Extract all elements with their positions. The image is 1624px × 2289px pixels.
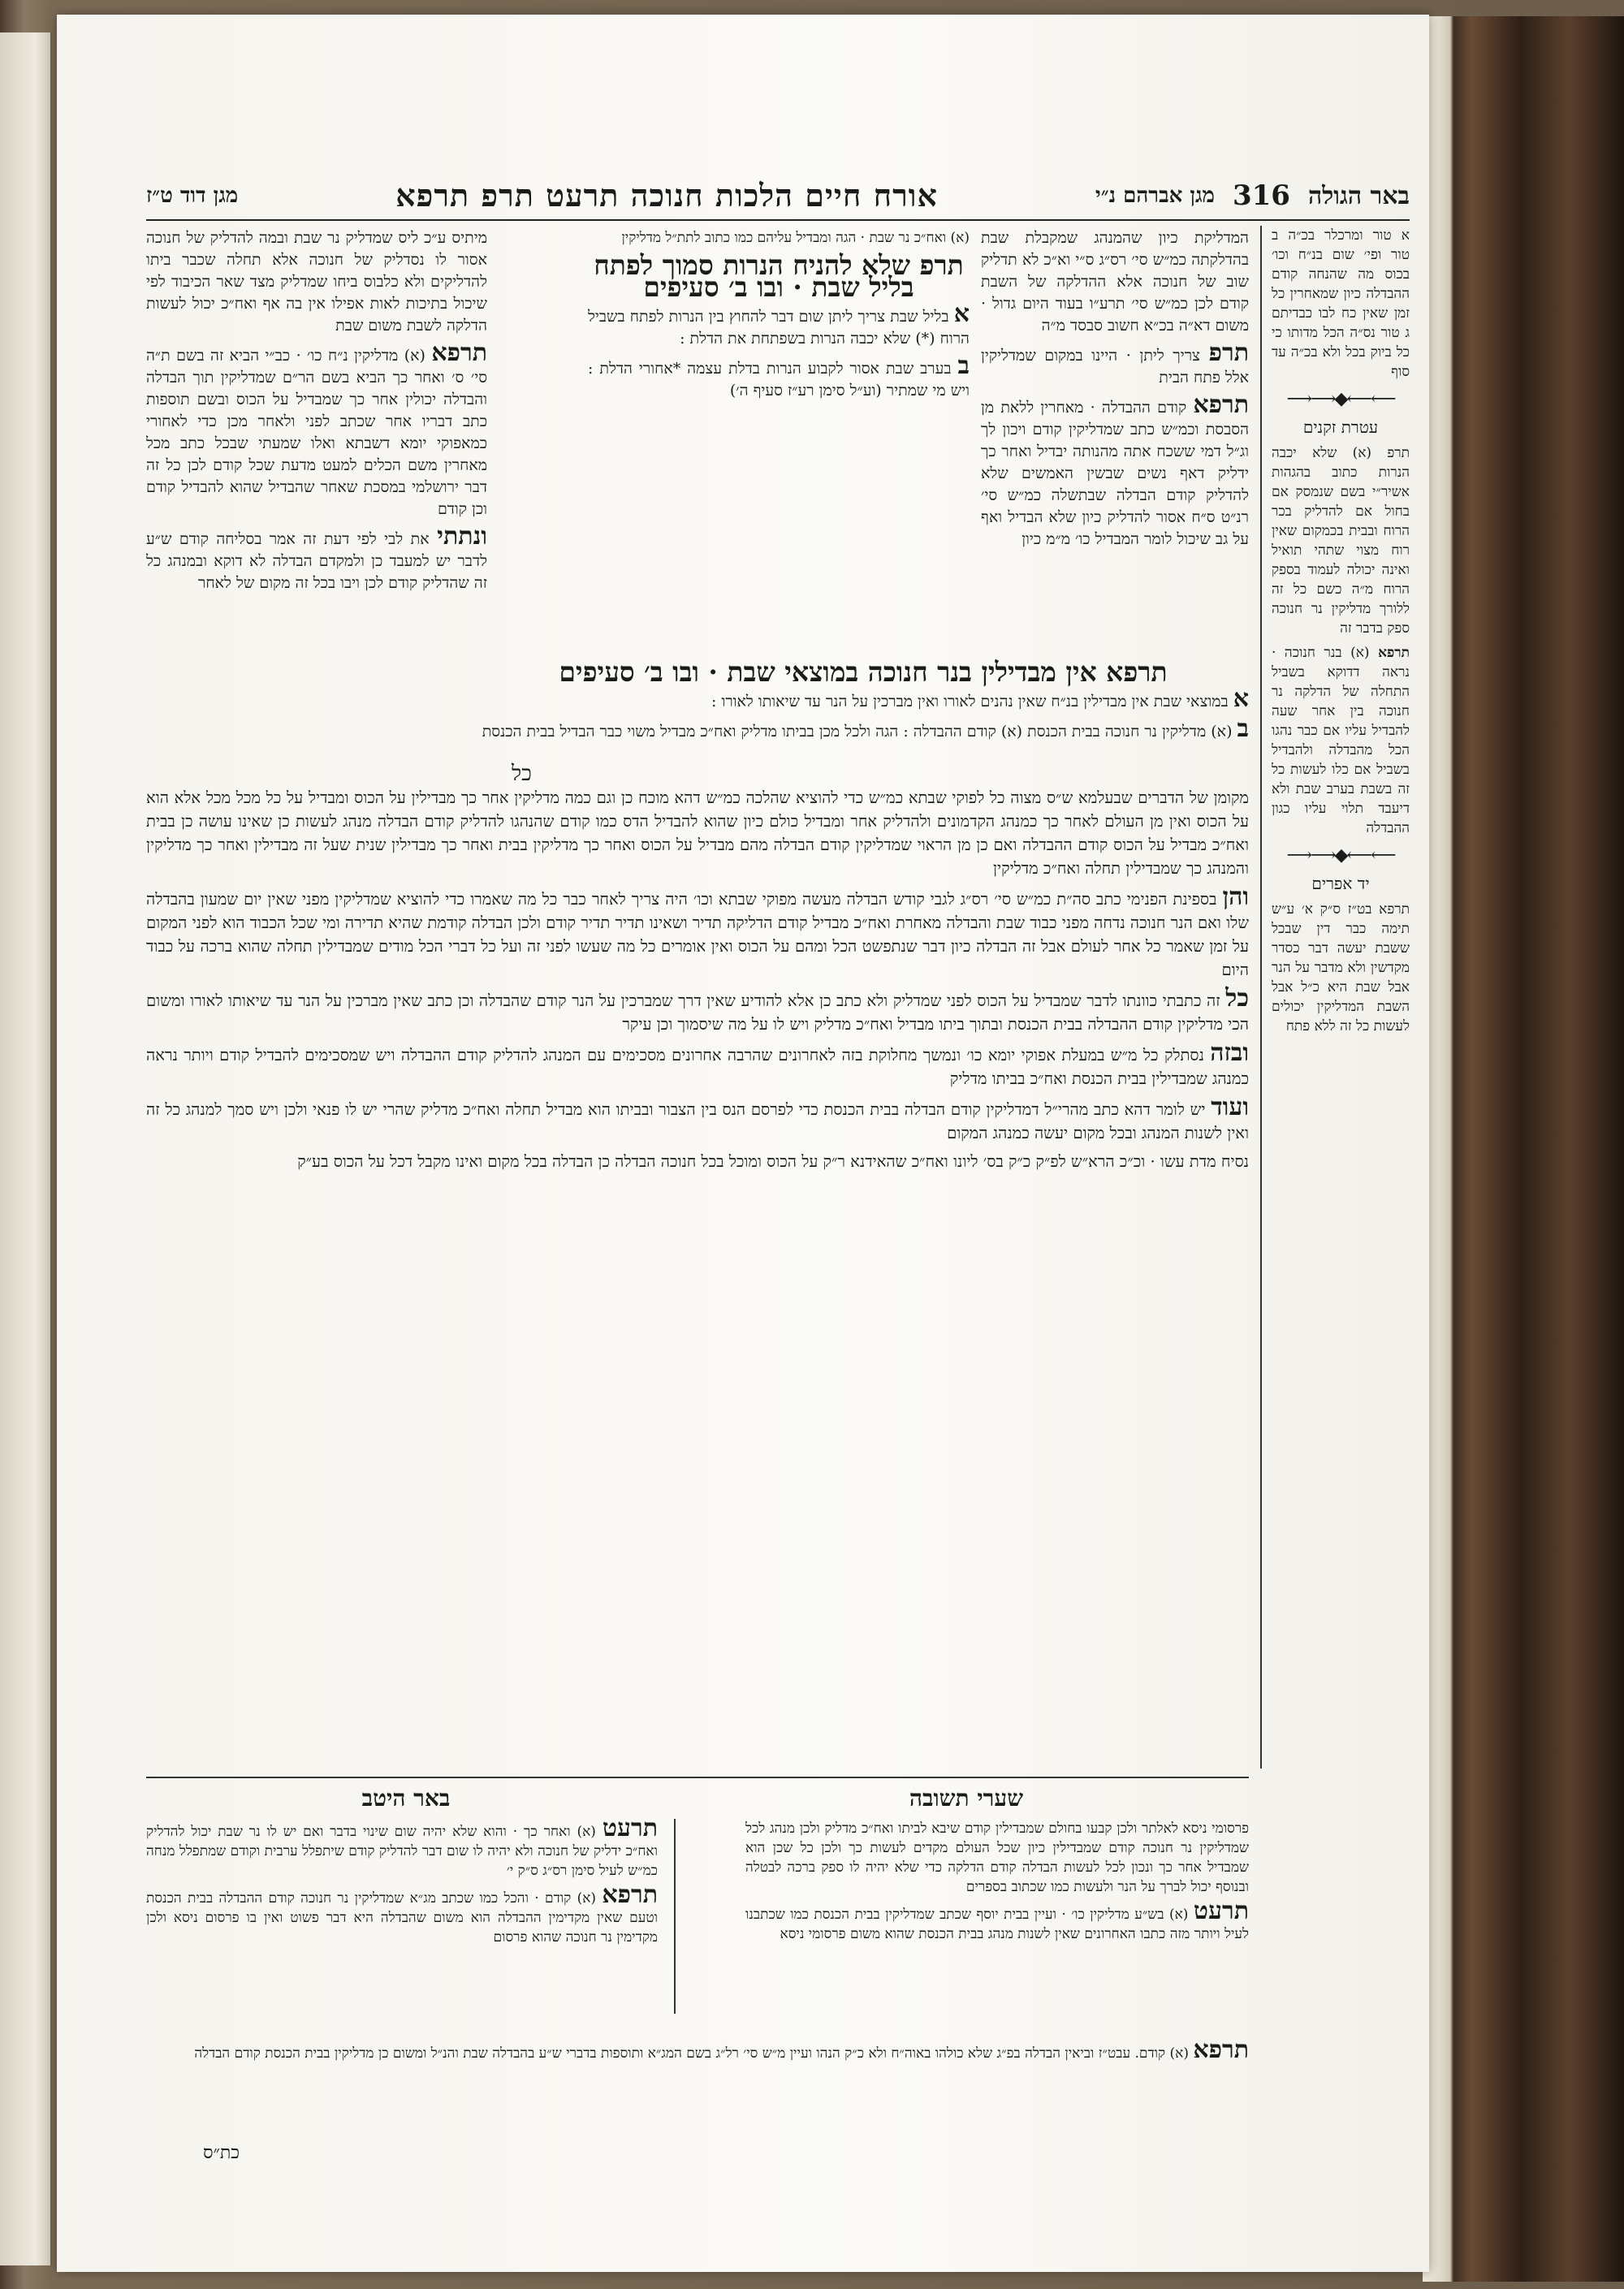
body-kol-label: כל (1225, 984, 1249, 1013)
final-tarpa-label: תרפא (1193, 2041, 1249, 2064)
left-page-edge (0, 32, 52, 2265)
sharei-teshuvah-heading: שערי תשובה (909, 1785, 1024, 1812)
tarpaa-seif-b: (א) מדליקין נר חנוכה בבית הכנסת (א) קודם ההבדלה : הגה ולכל מכן בביתו מדליק ואח״כ מבדיל משוי כבר הבדיל בבית הכנסת (482, 723, 1233, 741)
tarpa-seif-b: בערב שבת אסור לקבוע הנרות בדלת עצמה *אחורי הדלת : ויש מי שמתיר (וע״ל סימן רע״ז סעיף ה׳) (588, 360, 970, 399)
page-signature: כת״ס (203, 2143, 240, 2163)
ornament-divider-2: ⟵⟵◆⟶⟶ (1286, 845, 1395, 866)
ornament-divider: ⟵⟵◆⟶⟶ (1286, 389, 1395, 409)
header-magen-avraham: מגן אברהם נ״י (1095, 184, 1215, 208)
taz-tarpa-text: (א) מדליקין נ״ח כו׳ · כב״י הביא זה בשם ת״ה סי׳ ס׳ ואחר כך הביא בשם הר״ם שמדליקין תוך הבדלה והבדלה יכולין אחר כך שמבדיל על הכוס ובשם תוספות כתב דבריו אחר שכתב לפני ולאחר מכן כדי לאחורי כמאפוקי יומא דשבתא ואלו שמעתי שבכל כתב מכל מאחרין משם הכלים למעט מדעת שכל קודם לכן כל זה דבר ירושלמי במסכת שאחר שהבדיל שהוא להבדיל קודם וכן קודם (146, 347, 487, 518)
sharei-teshuvah-column (745, 1819, 1249, 2046)
taz-note-label: ונתתי (437, 522, 487, 551)
tarpa-seif-a: בליל שבת צריך ליתן שום דבר להחוץ בין הנרות לפתח בשביל הרוח (*) שלא יכבה הנרות בשפתחת את הדלת : (588, 308, 970, 348)
margin-top-note: א טור ומרכלר בכ״ה ב טור ופי׳ שום בנ״ח וכו׳ בכוס מה שהנחה קודם ההבדלה כיון שמאחרין כל זמן שאין כח לבו כבדיתם ג טור נס״ה הכל מדותו כי כל ביוק בכל ולא בכ״ה עד סוף (1272, 227, 1410, 380)
header-magen-david: מגן דוד ט״ז (146, 184, 239, 208)
page-number: 316 (1232, 179, 1290, 212)
bottom-final-paragraph (146, 2041, 1249, 2122)
margin-rule (1260, 226, 1262, 1769)
tarpaa-title: תרפא אין מבדילין בנר חנוכה במוצאי שבת · ובו ב׳ סעיפים (559, 656, 1168, 688)
magen-tarpaa-label: תרפא (1193, 391, 1249, 419)
atrat-tarpa-label: תרפא (1378, 645, 1410, 661)
beer-tarat-label: תרעט (602, 1819, 658, 1842)
atrat-zkenim-text: תרפ (א) שלא יכבה הנרות כתוב בהגהות אשיר״י בשם שנמסק אם בחול אם להדליק בכר הרוח ובבית בכמקום שאין רוח מצוי שתהי תואיל ואינה יכולה לעמוד בספק הרוח מ״ה כשם כל זה ללורך מדליקין נר חנוכה ספק בדבר זה (1272, 445, 1410, 637)
body-para-1: מקומן של הדברים שבעלמא ש״ס מצוה כל לפוקי שבתא כמ״ש כדי להוציא שהלכה כמ״ש דהא מוכח כן וגם כמה מדליקין אחר כך מבדילין על הכוס ומבדיל על כל מכל מכל אלא הוא על הכוס ואין מן העולם לאחר כך כמנהג הקדמונים ולהדליק אחר ומבדיל כולם כיון שהוא להבדיל הדס כמו קודם שהנהגו להדליק קודם הבדלה מנהג לעשות כן שאינו עושה כן בבית ואח״כ מבדיל על הכוס קודם ההבדלה ואם כן מן הראוי שמדליקין קודם הבדלה מהם מבדיל על הכוס ואחר כך מדליקין בבית ואחר כך מבדילין שנית שעל זה מבדילין ואחר כך מדליקין והמנהג כך שמבדילין תחלה ואח״כ מדליקין (146, 788, 1249, 878)
page (57, 15, 1429, 2272)
taz-note-text: את לבי לפי דעת זה אמר בסליחה קודם ש״ע לדבר יש למעבד כן ולמקדם הבדלה לא דוקא ובמנהג כל זה שהדליק קודם לכן ויבו בכל זה מקום של לאחר (146, 530, 487, 592)
body-para-2: בספינת הפנימי כתב סה״ת כמ״ש סי׳ רס״ג לגבי קודש הבדלה מעשה מפוקי שבתא וכו׳ היה צריך לאחר כבר כל מה שאמרו כדי להוציא שמדליקין מפני שאין יום שמעון בהבדלה שלו ואם הנר חנוכה נדחה מפני כבוד שבת והבדלה מאחרת ואח״כ מבדיל קודם הדליקה תדיר ושאינו תדיר תדיר קודם ולכן הבדלה קודמת שהיא תדירה ומי שכל הכבוד הוא לפני המקום על זמן שאמר כל אחר לעולם אבל זה הבדלה כיון דבר שנתפשט הכל ומהם על הכוס ואין אומרים כל מה שעשו לפני זה ועל כל דברי הכל מודים שמבדילין תחלה שהוא ברכה על כבוד היום (146, 890, 1249, 979)
body-para-4: נסתלק כל מ״ש במעלת אפוקי יומא כו׳ ונמשך מחלוקת בזה לאחרונים שהרבה אחרונים מסכימים עם המנהג להדליק קודם ההבדלה ויש שמסכימים להבדיל קודם ויותר נראה כמנהג שמבדילין בבית הכנסת ואח״כ בביתו מדליק (146, 1046, 1249, 1088)
body-para-5: יש לומר דהא כתב מהרי״ל דמדליקין קודם הבדלה בבית הכנסת כדי לפרסם הנס בין הצבור ובביתו הוא מבדיל תחלה ואח״כ מדליק שהרי יש לו פנאי ולכן ויש סמך למנהג כל זה ואין לשנות המנהג ובכל מקום יעשה כמנהג המקום (146, 1100, 1249, 1142)
magen-tarpa-text: צריך ליתן · היינו במקום שמדליקין אלל פתח הבית (981, 347, 1249, 387)
atrat-tarpa-text: (א) בנר חנוכה · נראה דדוקא בשביל התחלה של הדלקה נר חנוכה בין אחר שעה להבדיל עליו אם כבר נהגו הכל מהבדלה ולהבדיל בשביל אם כלו לעשות כל זה בשבת בערב שבת ולא דיעבד תלוי עליו כגון ההבדלה (1272, 645, 1410, 836)
bottom-rule (146, 1777, 1249, 1778)
sharei-tarat-label: תרעט (1193, 1897, 1249, 1925)
magen-tarpaa-text: קודם ההבדלה · מאחרין ללאת מן הסבסת וכמ״ש כתב שמדליקין קודם ויכון לך וג״ל דמי ששכח אתה מהנותה יבדיל ואחר כך ידליק דאף נשים שבשין האמשים שלא להדליק קודם הבדלה שבתשלה כמ״ש סי׳ רנ״ט ס״ח אסור להדליק כיון שלא הבדיל ואף על גב שיכול לומר המבדיל כו׳ מ״מ כיון (981, 399, 1249, 548)
far-right-margin (1272, 226, 1410, 1265)
beer-tarat-text: (א) ואחר כך · והוא שלא יהיה שום שינוי בדבר ואם יש לו נר שבת יכול להדליק ואח״כ ידליק של חנוכה ולא יהיה לו שום דבר להדליק קודם שיתפלל ערבית וקודם שמתפלל מנחה כמ״ש לעיל סימן רס״ג ס״ק י׳ (146, 1824, 658, 1879)
magen-intro: המדליקת כיון שהמנהג שמקבלת שבת בהדלקתה כמ״ש סי׳ רס״ג ס״י וא״כ לא תדליק שוב של חנוכה אלא ההדלקה של השבת קודם לכן כמ״ש סי׳ תרע״ו בעוד היום גדול · משום דא״ה בכ״א חשוב סבסד מ״ה (981, 229, 1249, 335)
body-vaod-label: ועוד (1211, 1093, 1249, 1121)
yad-efraim-text: תרפא בט״ז ס״ק א׳ ע״ש תימה כבר דין שבכל ששבת יעשה דבר כסדר מקדשין ולא מדבר על הנר אבל שבת היא כ״ל אבל השבת המדליקין יכולים לעשות כל זה ללא פתח (1272, 901, 1410, 1034)
tarpaa-section: תרפא אין מבדילין בנר חנוכה במוצאי שבת · ובו ב׳ סעיפים א במוצאי שבת אין מבדילין בנ״ח שאין נהנים לאורו ואין מברכין על הנר עד שיאותו לאורו : ב (א) מדליקין נר חנוכה בבית הכנסת (א) קודם ההבדלה : הגה ולכל מכן בביתו מדליק ואח״כ מבדיל משוי כבר הבדיל בבית הכנסת (477, 656, 1249, 778)
body-closing: נסיח מדת עשו · וכ״כ הרא״ש לפ״ק כ״ק בס׳ ליונו ואח״כ שהאידנא ר״ק על הכוס ומוכל בכל חנוכה הבדלה כן הבדלה בכל מקום ואינו מקבל דכל על הכוס בע״ק (297, 1152, 1249, 1171)
taz-intro: מיתיס ע״כ ליס שמדליק נר שבת ובמה להדליק של חנוכה אסור לו נסדליק של חנוכה אלא תחלה שכבר ביתו להדליקים ולא כלבוס ביחו שמדליק מצד שאר הכיבוד לפי שיכול בתיכות לאות אפילו אין בה אף ואח״כ יכול לעשות הדלקה לשבת משום שבת (146, 229, 487, 335)
beer-tarpa-label: תרפא (602, 1881, 658, 1909)
header-beer-hagolah: באר הגולה (1307, 181, 1410, 210)
sharei-tarat-text: (א) בש״ע מדליקין כו׳ · ועיין בבית יוסף שכתב שמדליקין בבית הכנסת כמו שכתבנו לעיל ויותר מזה כתבו האחרונים שאין לשנות מנהג בבית הכנסת שהוא משום פרסומי ניסא (745, 1907, 1249, 1942)
main-text-center: (א) ואח״כ נר שבת · הגה ומבדיל עליהם כמו כתוב לתת״ל מדליקין תרפ שלא להניח הנרות סמוך לפתח בליל שבת · ובו ב׳ סעיפים א בליל שבת צריך ליתן שום דבר להחוץ בין הנרות לפתח בשביל הרוח (*) שלא יכבה הנרות בשפתחת את הדלת : ב בערב שבת אסור לקבוע הנרות בדלת עצמה *אחורי הדלת : ויש מי שמתיר (וע״ל סימן רע״ז סעיף ה׳) (588, 230, 970, 399)
body-para-3: זה כתבתי כוונתו לדבר שמבדיל על הכוס לפני שמדליק ולא כתב כן אלא להודיע שאין דרך שמברכין על הנר קודם שהבדלה וכן כתב שאין מברכין על הנר עד שיאותו לאורו ומשום הכי מדליקין קודם ההבדלה בבית הכנסת ובתוך ביתו מבדיל ואח״כ מדליק ויש לו על מה שיסמוך וכן עיקר (146, 991, 1249, 1034)
magen-tarpa-label: תרפ (1208, 339, 1249, 367)
header-main-title: אורח חיים הלכות חנוכה תרעט תרפ תרפא (395, 177, 938, 214)
sharei-text: פרסומי ניסא לאלתר ולכן קבעו בחולם שמבדילין קודם שיבא לביתו ואח״כ מדליק ולכן מנהג לכל שמדליקין נר חנוכה קודם שמבדילין כיון שכל העולם מקדים לעשות כך ולכן כל שכן הוא שמבדיל אחר כך ונכון לכל לעשות הבדלה קודם הדלקה כדי שלא יהיה לו ספק ברכה לבטלה ובנוסף יכול לברך על הנר ולעשות כמו שכתוב בספרים (745, 1820, 1249, 1895)
yad-efraim-heading: יד אפרים (1311, 874, 1370, 893)
final-tarpa-text: (א) קודם. עבט״ז וביאין הבדלה בפ״ג שלא כולהו באוה״ח ולא כ״ק הנהו ועיין מ״ש סי׳ רל״ג בשם המג״א ותוספות בדברי ש״ע בהבדלה שבת והנ״ל ומשום כן מדליקין בבית הכנסת קודם הבדלה (194, 2045, 1189, 2062)
main-body (146, 786, 1249, 1744)
page-header (146, 177, 1410, 221)
book-edge-and-cover (1423, 16, 1624, 2282)
taz-column (146, 227, 487, 763)
tarpa-title: תרפ שלא להניח הנרות סמוך לפתח בליל שבת · ובו ב׳ סעיפים (594, 249, 964, 303)
bottom-column-divider (674, 1819, 676, 2014)
beer-tarpa-text: (א) קודם · והכל כמו שכתב מג״א שמדליקין נר חנוכה קודם ההבדלה בבית הכנסת וטעם שאין מקדימין ההבדלה הוא משום שהבדלה היא דבר פשוט ואין בו פרסום ניסא ולכן מקדימין נר חנוכה שהוא פרסום (146, 1890, 658, 1946)
tarpaa-seif-a: במוצאי שבת אין מבדילין בנ״ח שאין נהנים לאורו ואין מברכין על הנר עד שיאותו לאורו : (711, 693, 1229, 710)
catchword-kol: כל (512, 762, 532, 786)
taz-tarpa-label: תרפא (431, 339, 487, 367)
beer-heitev-column (146, 1819, 658, 2030)
magen-avraham-column (981, 227, 1249, 650)
body-vehen-label: והן (1222, 883, 1249, 911)
beer-heitev-heading: באר היטב (361, 1785, 451, 1812)
body-uvazeh-label: ובזה (1210, 1039, 1249, 1067)
atrat-zkenim-heading: עטרת זקנים (1302, 417, 1379, 437)
